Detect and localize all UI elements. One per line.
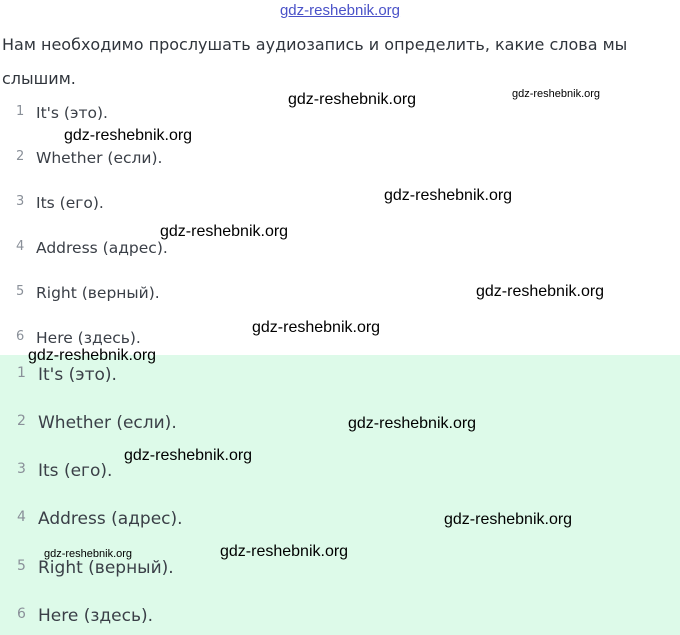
item-text: Address (адрес). bbox=[38, 509, 183, 529]
watermark: gdz-reshebnik.org bbox=[384, 187, 513, 204]
item-text: Here (здесь). bbox=[36, 329, 141, 347]
watermark: gdz-reshebnik.org bbox=[348, 415, 477, 432]
item-number: 5 bbox=[16, 284, 25, 299]
watermark: gdz-reshebnik.org bbox=[288, 91, 417, 108]
item-number: 3 bbox=[16, 194, 25, 209]
watermark: gdz-reshebnik.org bbox=[444, 511, 573, 528]
watermark: gdz-reshebnik.org bbox=[476, 283, 605, 300]
item-number: 1 bbox=[16, 104, 25, 119]
watermark: gdz-reshebnik.org bbox=[512, 88, 601, 100]
watermark: gdz-reshebnik.org bbox=[252, 319, 381, 336]
item-number: 2 bbox=[16, 149, 25, 164]
item-text: Address (адрес). bbox=[36, 239, 168, 257]
watermark: gdz-reshebnik.org bbox=[220, 543, 349, 560]
item-text: Here (здесь). bbox=[38, 606, 154, 626]
item-number: 6 bbox=[16, 329, 25, 344]
site-logo-link[interactable]: gdz-reshebnik.org bbox=[279, 2, 401, 19]
watermark: gdz-reshebnik.org bbox=[124, 447, 253, 464]
item-number: 4 bbox=[17, 509, 26, 525]
highlighted-answer-panel bbox=[0, 355, 680, 635]
item-number: 4 bbox=[16, 239, 25, 254]
watermark: gdz-reshebnik.org bbox=[28, 347, 157, 364]
item-text: Whether (если). bbox=[36, 149, 163, 167]
item-number: 3 bbox=[17, 461, 26, 477]
item-number: 2 bbox=[17, 413, 26, 429]
item-text: Right (верный). bbox=[38, 558, 174, 578]
intro-text: Нам необходимо прослушать аудиозапись и определить, какие слова мы слышим. bbox=[2, 35, 628, 88]
item-text: Its (его). bbox=[36, 194, 104, 212]
watermark: gdz-reshebnik.org bbox=[160, 223, 289, 240]
watermark: gdz-reshebnik.org bbox=[64, 127, 193, 144]
item-number: 6 bbox=[17, 606, 26, 622]
item-text: Its (его). bbox=[38, 461, 113, 481]
item-number: 1 bbox=[17, 365, 26, 381]
watermark: gdz-reshebnik.org bbox=[44, 548, 133, 560]
item-text: It's (это). bbox=[36, 104, 108, 122]
item-number: 5 bbox=[17, 558, 26, 574]
item-text: Right (верный). bbox=[36, 284, 160, 302]
item-text: Whether (если). bbox=[38, 413, 177, 433]
item-text: It's (это). bbox=[38, 365, 117, 385]
